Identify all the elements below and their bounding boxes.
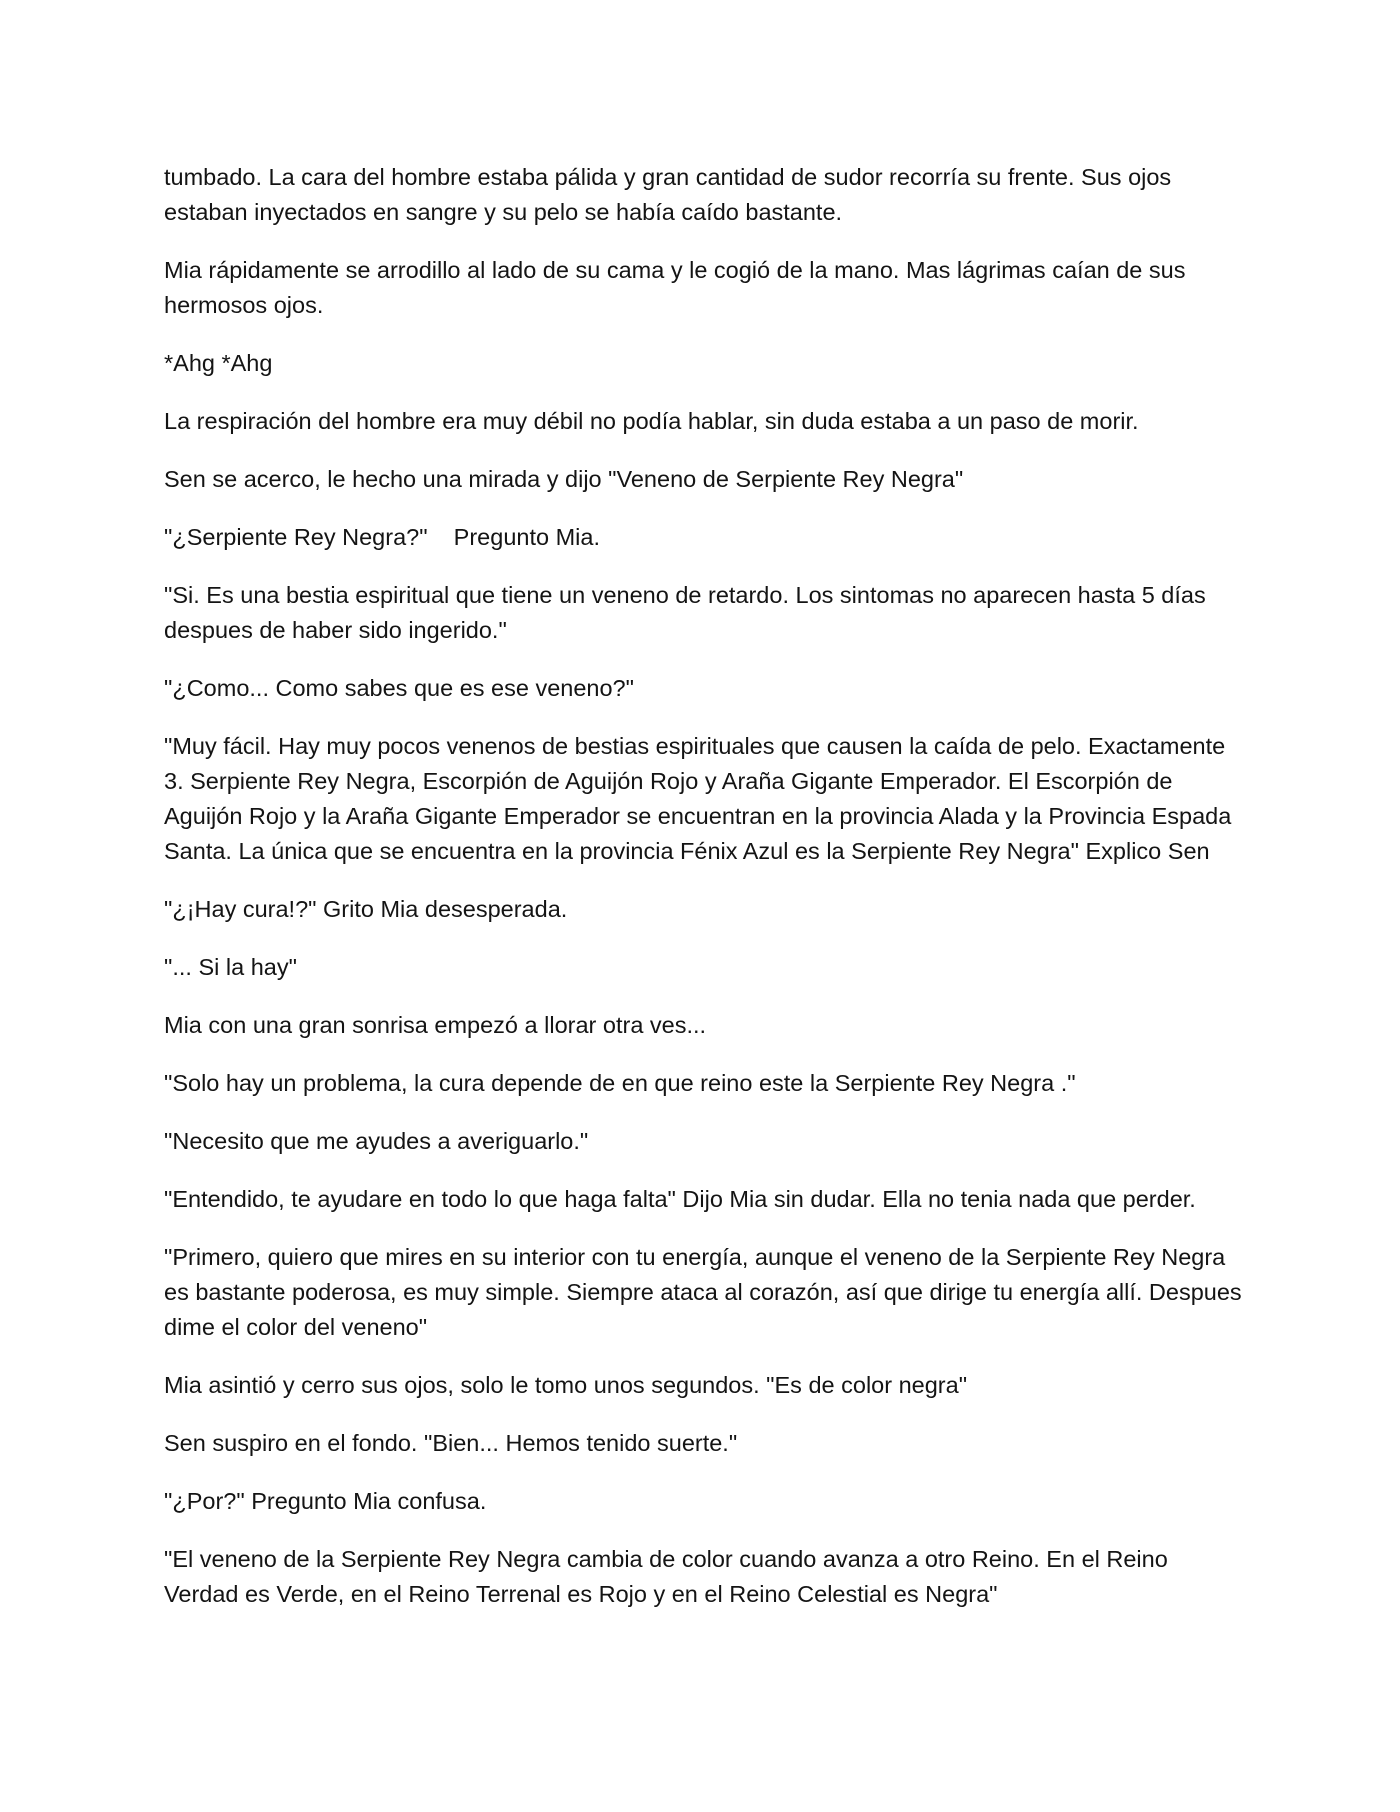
paragraph: "¿¡Hay cura!?" Grito Mia desesperada.: [164, 896, 568, 922]
paragraph: "¿Por?" Pregunto Mia confusa.: [164, 1488, 487, 1514]
paragraph: Sen se acerco, le hecho una mirada y dijo "Veneno de Serpiente Rey Negra": [164, 466, 964, 492]
paragraph: Mia rápidamente se arrodillo al lado de su cama y le cogió de la mano. Mas lágrimas caían de sus hermosos ojos.: [164, 257, 1193, 318]
paragraph: "Necesito que me ayudes a averiguarlo.": [164, 1128, 589, 1154]
paragraph: "¿Serpiente Rey Negra?" Pregunto Mia.: [164, 524, 600, 550]
paragraph: "Primero, quiero que mires en su interior con tu energía, aunque el veneno de la Serpiente Rey Negra es bastante poderosa, es muy simple. Siempre ataca al corazón, así que dirige tu energía allí. Despues dime el color del veneno": [164, 1244, 1249, 1340]
paragraph: "... Si la hay": [164, 954, 297, 980]
paragraph: "Entendido, te ayudare en todo lo que haga falta" Dijo Mia sin dudar. Ella no tenia nada que perder.: [164, 1186, 1196, 1212]
paragraph: "Si. Es una bestia espiritual que tiene un veneno de retardo. Los sintomas no aparecen hasta 5 días despues de haber sido ingerido.": [164, 582, 1213, 643]
paragraph: tumbado. La cara del hombre estaba pálida y gran cantidad de sudor recorría su frente. Sus ojos estaban inyectados en sangre y su pelo se había caído bastante.: [164, 164, 1178, 225]
paragraph: Sen suspiro en el fondo. "Bien... Hemos tenido suerte.": [164, 1430, 738, 1456]
paragraph: "¿Como... Como sabes que es ese veneno?": [164, 675, 634, 701]
paragraph: Mia asintió y cerro sus ojos, solo le tomo unos segundos. "Es de color negra": [164, 1372, 968, 1398]
paragraph: *Ahg *Ahg: [164, 350, 273, 376]
document-body: [164, 160, 1249, 1635]
paragraph: "Muy fácil. Hay muy pocos venenos de bestias espirituales que causen la caída de pelo. Exactamente 3. Serpiente Rey Negra, Escorpión de Aguijón Rojo y Araña Gigante Emperador. El Escorpión de Aguijón Rojo y la Araña Gigante Emperador se encuentran en la provincia Alada y la Provincia Espada Santa. La única que se encuentra en la provincia Fénix Azul es la Serpiente Rey Negra" Explico Sen: [164, 733, 1238, 864]
paragraph: "El veneno de la Serpiente Rey Negra cambia de color cuando avanza a otro Reino. En el Reino Verdad es Verde, en el Reino Terrenal es Rojo y en el Reino Celestial es Negra": [164, 1546, 1175, 1607]
paragraph: "Solo hay un problema, la cura depende de en que reino este la Serpiente Rey Negra .": [164, 1070, 1076, 1096]
paragraph: Mia con una gran sonrisa empezó a llorar otra ves...: [164, 1012, 707, 1038]
paragraph: La respiración del hombre era muy débil no podía hablar, sin duda estaba a un paso de morir.: [164, 408, 1139, 434]
